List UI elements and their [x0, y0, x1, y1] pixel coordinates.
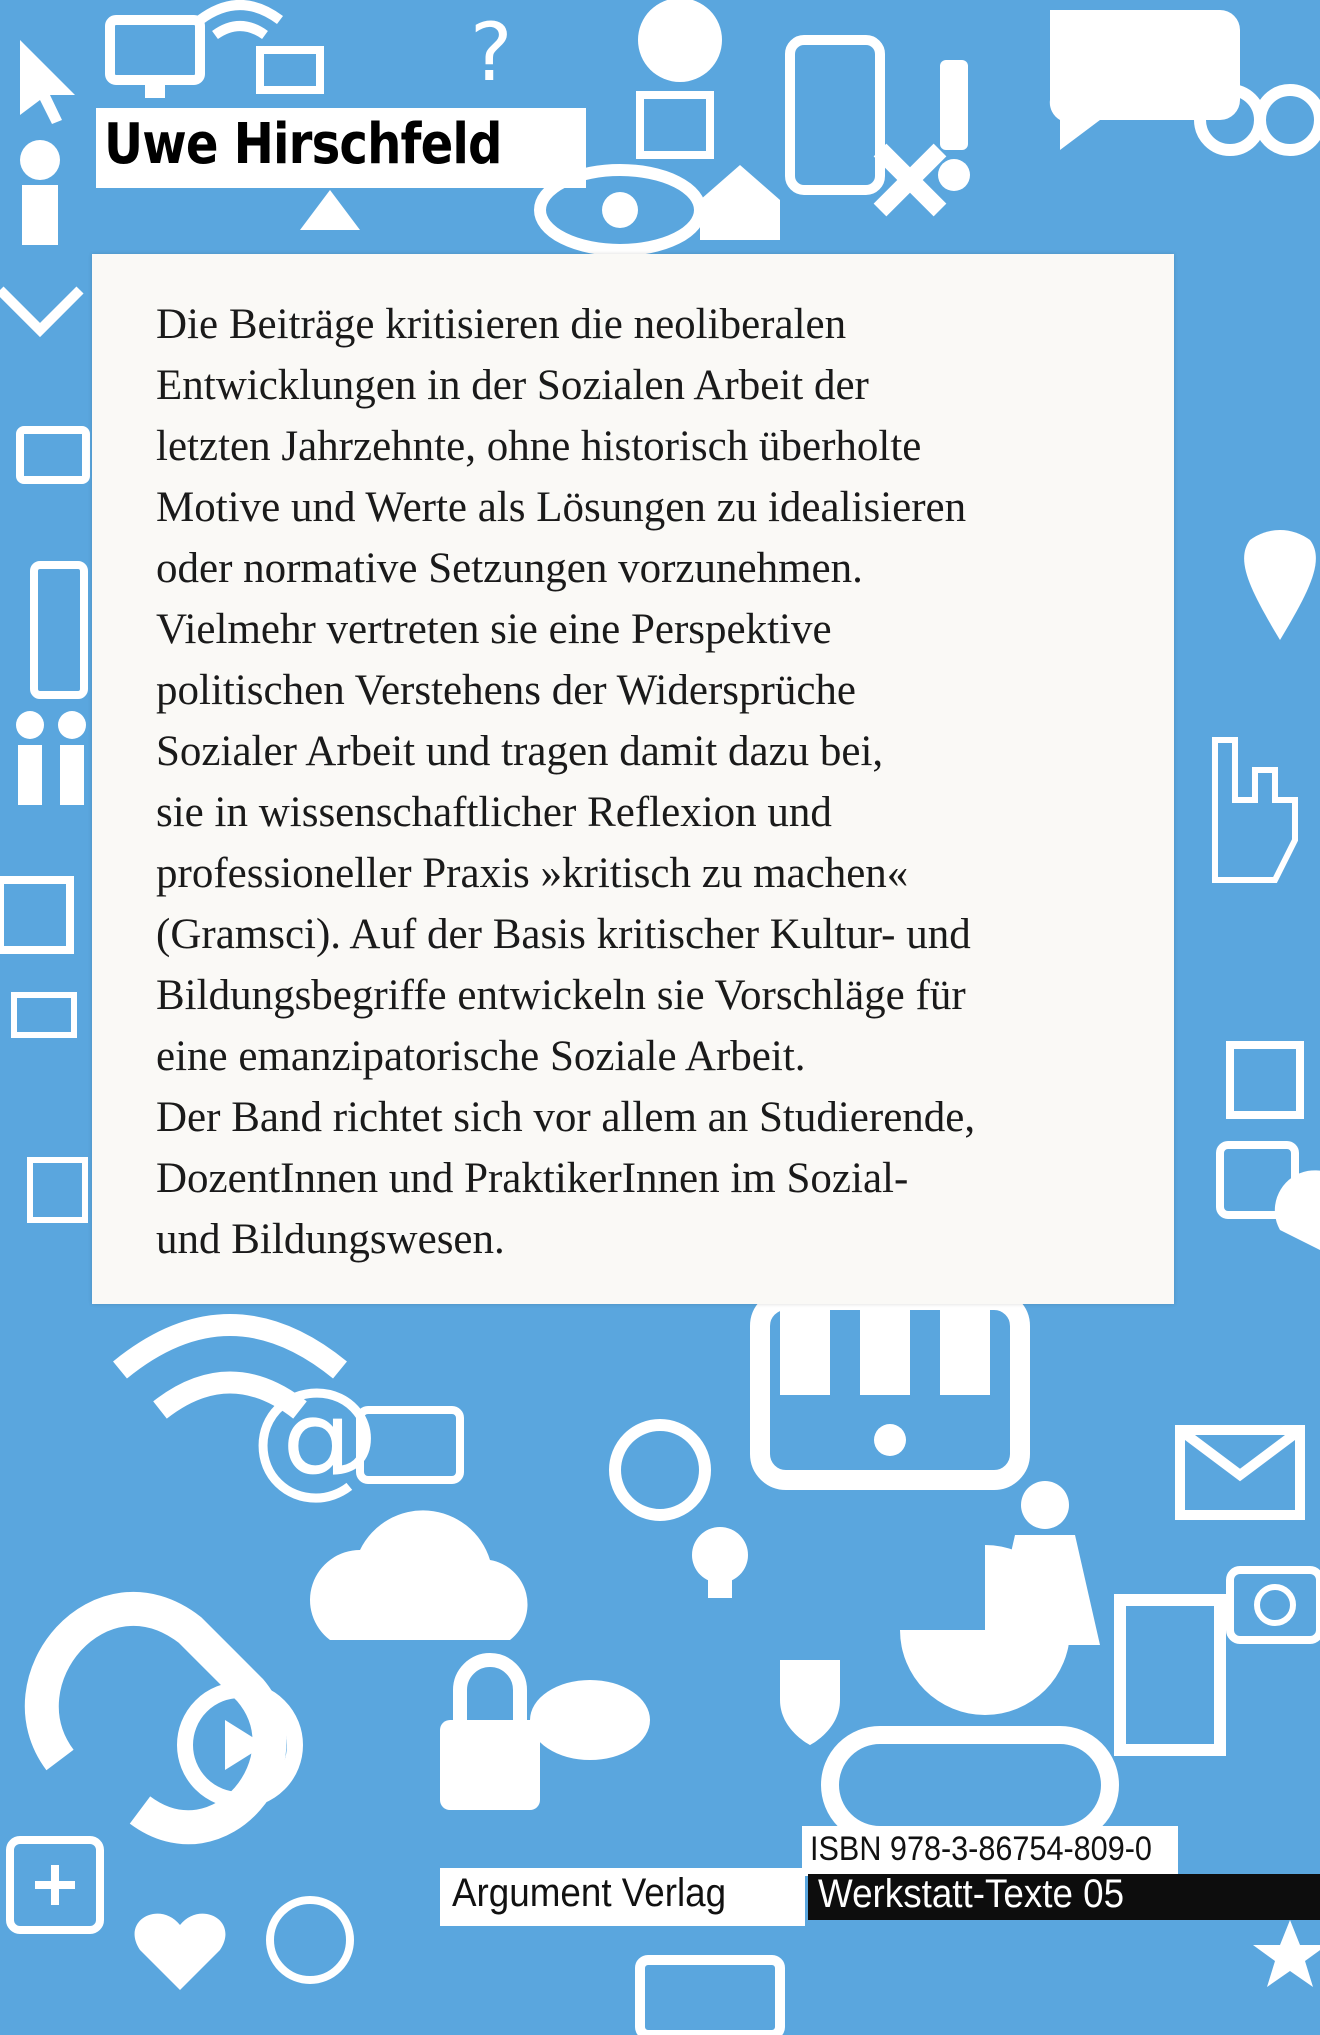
publisher-name: Argument Verlag: [452, 1871, 727, 1915]
blurb-line: (Gramsci). Auf der Basis kritischer Kultur- und: [156, 911, 971, 958]
blurb-line: eine emanzipatorische Soziale Arbeit.: [156, 1033, 806, 1080]
blurb-line: Die Beiträge kritisieren die neoliberalen: [156, 301, 847, 348]
speech-bubble-icon: [530, 1680, 650, 1760]
blurb-line: oder normative Setzungen vorzunehmen.: [156, 545, 863, 592]
pause-icon: [780, 1305, 990, 1395]
blurb-line: und Bildungswesen.: [156, 1216, 505, 1263]
blurb-line: Sozialer Arbeit und tragen damit dazu bei,: [156, 728, 884, 775]
isbn: ISBN 978-3-86754-809-0: [810, 1830, 1152, 1868]
speaker-icon: [638, 0, 722, 82]
exclamation-icon: [938, 60, 970, 191]
blurb-line: DozentInnen und PraktikerInnen im Sozial-: [156, 1155, 909, 1202]
blurb-line: professioneller Praxis »kritisch zu machen«: [156, 850, 909, 897]
blurb-text: [156, 294, 1156, 1270]
blurb-line: letzten Jahrzehnte, ohne historisch überholte: [156, 423, 922, 470]
blurb-line: Der Band richtet sich vor allem an Studierende,: [156, 1094, 976, 1141]
blurb-line: politischen Verstehens der Widersprüche: [156, 667, 857, 714]
blurb-line: Entwicklungen in der Sozialen Arbeit der: [156, 362, 869, 409]
blurb-line: Vielmehr vertreten sie eine Perspektive: [156, 606, 832, 653]
blurb-line: Motive und Werte als Lösungen zu idealisieren: [156, 484, 967, 531]
microphone-icon: [1270, 545, 1290, 585]
svg-text:@: @: [250, 1359, 380, 1511]
person-icon: [20, 140, 60, 245]
author-name: Uwe Hirschfeld: [104, 112, 502, 177]
series-title: Werkstatt-Texte 05: [818, 1872, 1125, 1916]
blurb-line: Bildungsbegriffe entwickeln sie Vorschläge für: [156, 972, 966, 1019]
blurb-line: sie in wissenschaftlicher Reflexion und: [156, 789, 832, 836]
question-icon: [470, 6, 512, 99]
svg-text:?: ?: [470, 6, 513, 99]
